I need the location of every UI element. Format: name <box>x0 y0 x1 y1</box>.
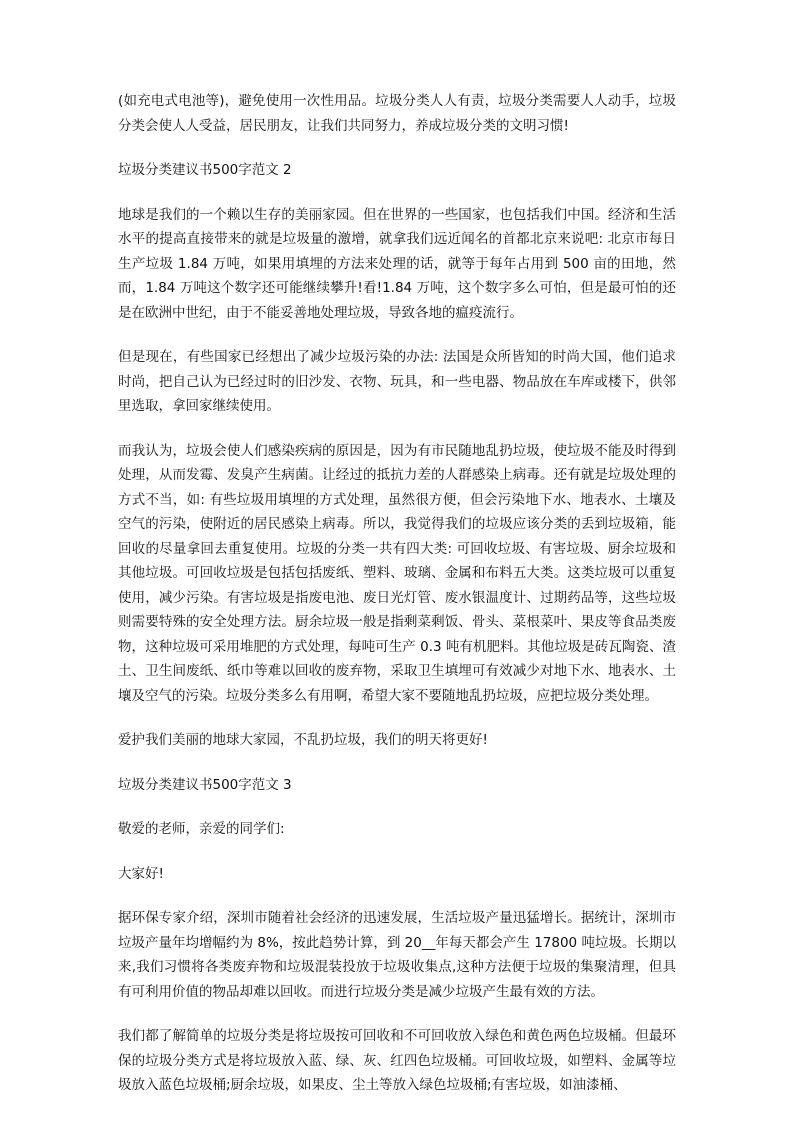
paragraph-shenzhen-stats: 据环保专家介绍，深圳市随着社会经济的迅速发展，生活垃圾产量迅猛增长。据统计，深圳市垃圾产量年均增幅约为 8%，按此趋势计算，到 20__年每天都会产生 17800 吨垃圾。长期以来,我们习惯将各类废弃物和垃圾混装投放于垃圾收集点,这种方法便于垃圾的集聚清理，但具有可利用价值的物品却难以回收。而进行垃圾分类是减少垃圾产生最有效的方法。 <box>118 910 676 1000</box>
section-heading-2: 垃圾分类建议书500字范文 2 <box>118 162 292 178</box>
paragraph-disease-causes: 而我认为，垃圾会使人们感染疾病的原因是，因为有市民随地乱扔垃圾，使垃圾不能及时得到处理，从而发霉、发臭产生病菌。让经过的抵抗力差的人群感染上病毒。还有就是垃圾处理的方式不当，如: 有些垃圾用填埋的方式处理，虽然很方便，但会污染地下水、地表水、土壤及空气的污染，使附近的居民感染上病毒。所以，我觉得我们的垃圾应该分类的丢到垃圾箱，能回收的尽量拿回去重复使用。垃圾的分类一共有四大类: 可回收垃圾、有害垃圾、厨余垃圾和其他垃圾。可回收垃圾是包括包括废纸、塑料、玻璃、金属和布料五大类。这类垃圾可以重复使用，减少污染。有害垃圾是指废电池、废日光灯管、废水银温度计、过期药品等，这些垃圾则需要特殊的安全处理方法。厨余垃圾一般是指剩菜剩饭、骨头、菜根菜叶、果皮等食品类废物，这种垃圾可采用堆肥的方式处理，每吨可生产 0.3 吨有机肥料。其他垃圾是砖瓦陶瓷、渣土、卫生间废纸、纸巾等难以回收的废弃物，采取卫生填埋可有效减少对地下水、地表水、土壤及空气的污染。垃圾分类多么有用啊，希望大家不要随地乱扔垃圾，应把垃圾分类处理。 <box>118 442 676 704</box>
paragraph-other-countries: 但是现在，有些国家已经想出了减少垃圾污染的办法: 法国是众所皆知的时尚大国，他们追求时尚，把自己认为已经过时的旧沙发、衣物、玩具，和一些电器、物品放在车库或楼下，供邻里选取，拿回家继续使用。 <box>118 349 676 414</box>
paragraph-intro-end: (如充电式电池等)，避免使用一次性用品。垃圾分类人人有责，垃圾分类需要人人动手，垃圾分类会使人人受益，居民朋友，让我们共同努力，养成垃圾分类的文明习惯! <box>118 93 676 134</box>
paragraph-salutation: 敬爱的老师，亲爱的同学们: <box>118 821 285 837</box>
section-heading-3: 垃圾分类建议书500字范文 3 <box>118 776 292 793</box>
paragraph-bin-colors: 我们都了解简单的垃圾分类是将垃圾按可回收和不可回收放入绿色和黄色两色垃圾桶。但最环保的垃圾分类方式是将垃圾放入蓝、绿、灰、红四色垃圾桶。可回收垃圾，如塑料、金属等垃圾放入蓝色垃圾桶;厨余垃圾，如果皮、尘土等放入绿色垃圾桶;有害垃圾，如油漆桶、 <box>118 1028 676 1093</box>
paragraph-earth-home: 地球是我们的一个赖以生存的美丽家园。但在世界的一些国家，也包括我们中国。经济和生活水平的提高直接带来的就是垃圾量的激增，就拿我们远近闻名的首都北京来说吧: 北京市每日生产垃圾 1.84 万吨，如果用填埋的方法来处理的话，就等于每年占用到 500 亩的田地，然而，1.84 万吨这个数字还可能继续攀升!看!1.84 万吨，这个数字多么可怕，但是最可怕的还是在欧洲中世纪，由于不能妥善地处理垃圾，导致各地的瘟疫流行。 <box>118 206 676 321</box>
document-body <box>118 89 676 1098</box>
paragraph-greeting: 大家好! <box>118 865 164 882</box>
paragraph-protect-earth: 爱护我们美丽的地球大家园，不乱扔垃圾，我们的明天将更好! <box>118 732 488 748</box>
